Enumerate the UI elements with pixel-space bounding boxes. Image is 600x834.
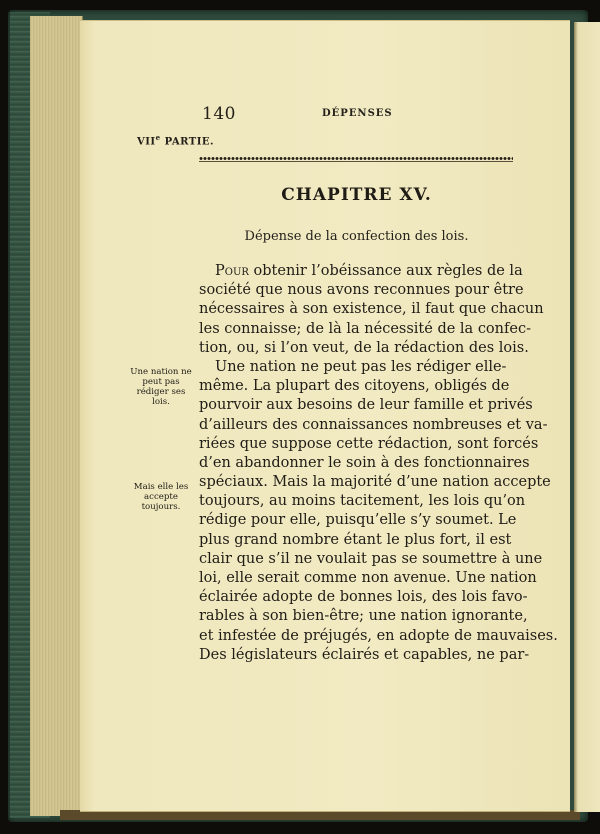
body-line: clair que s’il ne voulait pas se soumettre à une	[199, 550, 543, 567]
body-line: tion, ou, si l’on veut, de la rédaction des lois.	[199, 339, 529, 356]
part-label-text: PARTIE.	[160, 136, 214, 148]
body-line: Une nation ne peut pas les rédiger elle-	[215, 358, 507, 375]
body-line: société que nous avons reconnues pour être	[199, 282, 524, 299]
chapter-subtitle: Dépense de la confection des lois.	[244, 229, 469, 244]
body-line: riées que suppose cette rédaction, sont forcés	[199, 435, 539, 452]
body-text	[199, 262, 558, 665]
body-line: loi, elle serait comme non avenue. Une nation	[199, 570, 537, 586]
rule-line	[199, 161, 513, 162]
body-line: toujours, au moins tacitement, les lois qu’on	[199, 493, 526, 510]
body-line: d’ailleurs des connaissances nombreuses et va-	[199, 416, 548, 433]
running-head: DÉPENSES	[322, 108, 393, 119]
body-line: rédige pour elle, puisqu’elle s’y soumet. Le	[199, 512, 517, 529]
body-line: Des législateurs éclairés et capables, ne par-	[199, 646, 530, 663]
margin-note: Une nation ne peut pas rédiger ses lois.	[130, 367, 192, 407]
chapter-title: CHAPITRE XV.	[281, 185, 432, 205]
part-label-sup: e	[155, 133, 161, 142]
margin-note: Mais elle les accepte toujours.	[133, 482, 189, 512]
body-line: rables à son bien-être; une nation ignorante,	[199, 608, 528, 625]
body-line: et infestée de préjugés, en adopte de mauvaises.	[199, 627, 558, 644]
facing-page-edge	[574, 22, 600, 812]
body-line: plus grand nombre étant le plus fort, il est	[199, 531, 512, 548]
page-stack-edges	[30, 16, 83, 816]
body-line: d’en abandonner le soin à des fonctionnaires	[199, 454, 530, 471]
part-label	[137, 133, 214, 147]
body-line: pourvoir aux besoins de leur famille et privés	[199, 397, 533, 414]
body-line: même. La plupart des citoyens, obligés de	[199, 378, 510, 395]
page-number: 140	[202, 104, 236, 124]
page-header	[0, 104, 600, 126]
body-line: spéciaux. Mais la majorité d’une nation accepte	[199, 474, 551, 491]
body-line: nécessaires à son existence, il faut que chacun	[199, 301, 544, 318]
first-word: Pour	[215, 263, 249, 279]
body-line: Pour obtenir l’obéissance aux règles de la	[215, 263, 523, 279]
body-line: éclairée adopte de bonnes lois, des lois favo-	[199, 589, 528, 606]
part-label-numeral: VII	[137, 136, 156, 148]
body-line: les connaisse; de là la nécessité de la confec-	[199, 320, 531, 337]
